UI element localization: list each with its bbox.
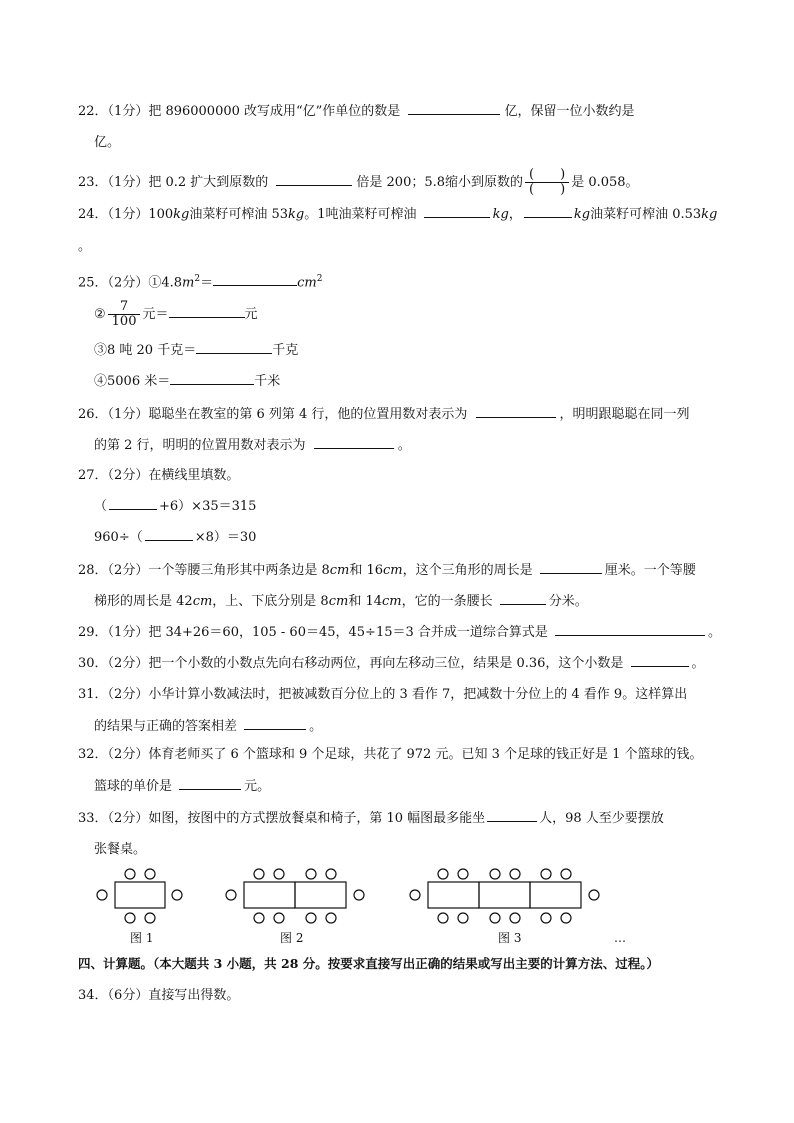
q30-blank[interactable] [631,654,689,667]
q27-blank-1[interactable] [109,497,157,510]
q33-line1: 33．（2分）如图，按图中的方式摆放餐桌和椅子，第 10 幅图最多能坐 人，98 人至少要摆放 [78,811,664,826]
q23-line: 23．（1分）把 0.2 扩大到原数的 倍是 200；5.8缩小到原数的 $\frac{( )}{( )}$ 是 0.058。 [78,167,639,197]
q25-item1: 25．（2分）$①4.8m^2= cm^2$ [78,274,323,291]
q28-blank-2[interactable] [500,592,546,605]
q26-blank-1[interactable] [476,405,556,418]
q31-line2: 的结果与正确的答案相差 。 [94,719,323,734]
figure-1-table [97,869,182,923]
q23-blank-1[interactable] [276,173,352,186]
q26-line2: 的第 2 行，明明的位置用数对表示为 。 [94,438,411,453]
figure-3-tables [410,869,599,923]
q25-blank-2[interactable] [169,305,245,318]
q28-line2: 梯形的周长是 42cm，上、下底分别是 8cm和 14cm，它的一条腰长 分米。 [94,594,588,609]
q25-item3: ③8 吨 20 千克＝ 千克 [94,343,299,358]
q25-item4: ④5006 米＝ 千米 [94,374,281,389]
q28-line1: 28．（2分）一个等腰三角形其中两条边是 8cm和 16cm，这个三角形的周长是 厘米。一个等腰 [78,563,696,578]
q23-fraction[interactable]: $\frac{( )}{( )}$ [525,168,569,197]
q25-item2: ② $\frac{7}{100}$ 元＝ 元 [94,299,258,329]
q25-blank-4[interactable] [170,372,254,385]
q31-line1: 31．（2分）小华计算小数减法时，把被减数百分位上的 3 看作 7，把减数十分位上的 4 看作 9。这样算出 [78,687,688,702]
q22-line1: 22．（1分）把 896000000 改写成用“亿”作单位的数是 亿，保留一位小数约是 [78,104,635,119]
q24-line2: 。 [78,239,92,254]
q25-blank-3[interactable] [196,341,272,354]
fig3-label: 图 3 [498,931,522,945]
q27-eq2: 960÷（ ×8）＝30 [94,530,257,545]
figure-2-tables [226,869,364,923]
q34-line: 34．（6分）直接写出得数。 [78,988,240,1003]
section-4-heading: 四、计算题。（本大题共 3 小题，共 28 分。按要求直接写出正确的结果或写出主要的计算方法、过程。） [78,956,660,971]
q28-blank-1[interactable] [540,561,602,574]
q26-blank-2[interactable] [314,436,394,449]
q27-blank-2[interactable] [145,528,193,541]
q24-line1: 24．（1分）100kg油菜籽可榨油 53kg。1吨油菜籽可榨油 kg， kg油菜籽可榨油 0.53kg [78,207,718,222]
q32-line2: 篮球的单价是 元。 [94,779,271,794]
q25-blank-1[interactable] [213,273,297,286]
q30-line: 30．（2分）把一个小数的小数点先向右移动两位，再向左移动三位，结果是 0.36，这个小数是 。 [78,656,705,671]
q26-line1: 26．（1分）聪聪坐在教室的第 6 列第 4 行，他的位置用数对表示为 ，明明跟聪聪在同一列 [78,407,690,422]
fig-ellipsis: … [614,931,626,945]
q33-tables-figure [0,860,794,950]
q22-blank-1[interactable] [408,102,500,115]
q24-blank-1[interactable] [424,205,490,218]
q31-blank[interactable] [244,717,306,730]
q27-line: 27．（2分）在横线里填数。 [78,468,240,483]
q27-eq1: （ +6）×35＝315 [94,499,257,514]
q29-blank[interactable] [555,623,705,636]
q29-line: 29．（1分）把 34+26＝60，105 - 60＝45，45÷15＝3 合并成一道综合算式是 。 [78,625,722,640]
q24-blank-2[interactable] [524,205,572,218]
q32-line1: 32．（2分）体育老师买了 6 个篮球和 9 个足球，共花了 972 元。已知 3 个足球的钱正好是 1 个篮球的钱。 [78,747,703,762]
q32-blank[interactable] [179,777,241,790]
fig1-label: 图 1 [130,931,154,945]
q33-blank-1[interactable] [487,809,537,822]
q25-fraction: $\frac{7}{100}$ [108,300,141,329]
q33-line2: 张餐桌。 [94,842,147,857]
q22-line2: 亿。 [94,135,121,150]
fig2-label: 图 2 [280,931,304,945]
